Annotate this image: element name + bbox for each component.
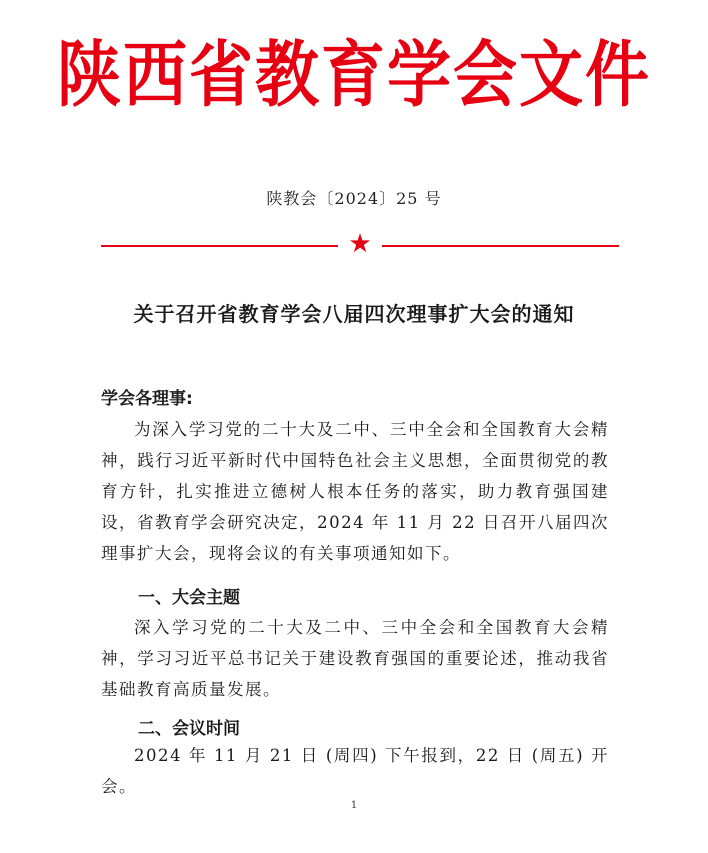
salutation: 学会各理事: xyxy=(101,389,193,409)
notice-title: 关于召开省教育学会八届四次理事扩大会的通知 xyxy=(133,302,575,326)
section-body-time: 2024 年 11 月 21 日 (周四) 下午报到，22 日 (周五) 开会。 xyxy=(101,746,609,796)
section-body-theme: 深入学习党的二十大及二中、三中全会和全国教育大会精神，学习习近平总书记关于建设教育强国的重要论述，推动我省基础教育高质量发展。 xyxy=(101,618,609,699)
section-heading-theme: 一、大会主题 xyxy=(138,588,240,608)
page-number: 1 xyxy=(350,800,358,811)
section-heading-time: 二、会议时间 xyxy=(138,719,240,739)
red-divider-right xyxy=(382,245,619,247)
document-number: 陕教会〔2024〕25 号 xyxy=(266,189,442,208)
red-divider-left xyxy=(101,245,338,247)
star-icon: ★ xyxy=(348,229,372,259)
document-masthead: 陕西省教育学会文件 xyxy=(57,34,651,118)
intro-paragraph: 为深入学习党的二十大及二中、三中全会和全国教育大会精神，践行习近平新时代中国特色社会主义思想，全面贯彻党的教育方针，扎实推进立德树人根本任务的落实，助力教育强国建设，省教育学会研究决定，2024 年 11 月 22 日召开八届四次理事扩大会，现将会议的有关事项通知如下。 xyxy=(101,420,609,563)
